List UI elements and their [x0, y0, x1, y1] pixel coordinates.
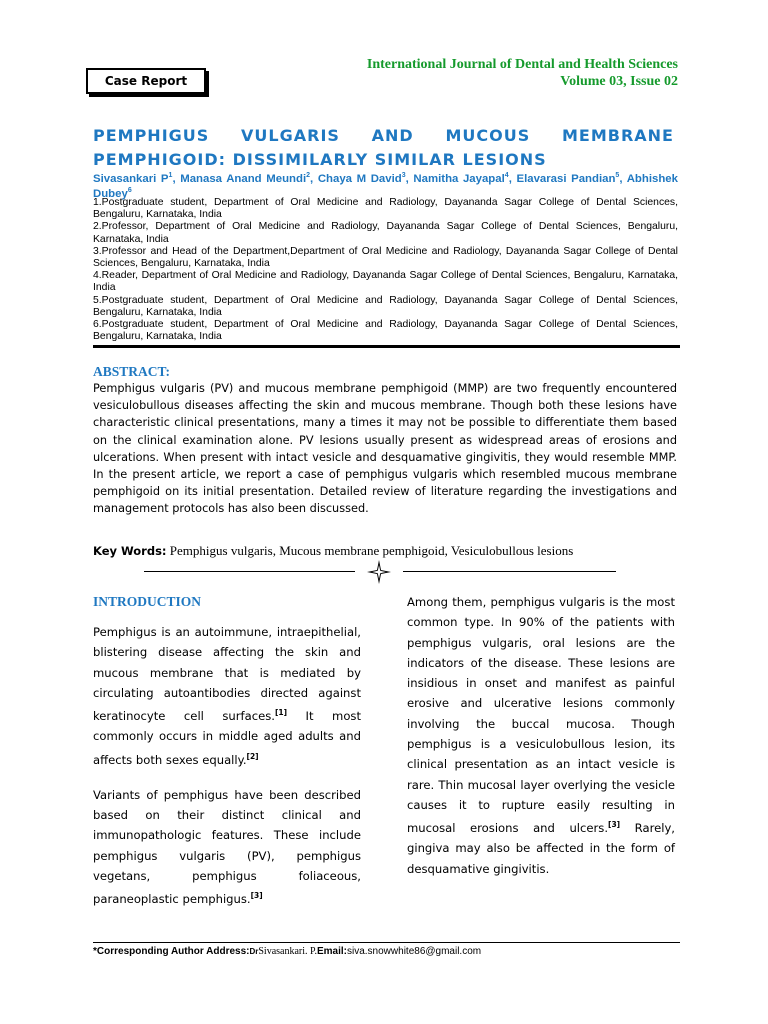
author-sup: 5	[615, 172, 620, 179]
footer-label: *Corresponding Author Address:	[93, 946, 250, 957]
title-word: AND	[371, 126, 414, 145]
citation-ref: [3]	[250, 891, 263, 901]
author-list: Sivasankari $P^1$, Manasa Anand Meundi$^2$, Chaya M David$^3$, Namitha Jayapal$^4$, Elavarasi Pandian$^5$, Abhishek Dubey$^6$	[93, 172, 678, 201]
citation-ref: [3]	[608, 820, 621, 830]
title-word: MEMBRANE	[561, 126, 674, 145]
author-sup: 4	[504, 172, 509, 179]
article-title	[93, 124, 674, 172]
paragraph-text: Among them, pemphigus vulgaris is the most common type. In 90% of the patients with pemphigus vulgaris, oral lesions are the indicators of the disease. These lesions are insidious in onset and manifest as painful erosive and ulcerative lesions commonly involving the buccal mucosa. Though pemphigus is a vesiculobullous lesion, its clinical presentation as an intact vesicle is rare. Thin mucosal layer overlying the vesicle causes it to rupture easily resulting in mucosal erosions and ulcers.	[407, 595, 675, 836]
author-name: Abhishek Dubey	[93, 172, 678, 201]
keywords-text: Pemphigus vulgaris, Mucous membrane pemphigoid, Vesiculobullous lesions	[166, 543, 574, 558]
title-line-1	[93, 124, 674, 148]
affiliation: 5.Postgraduate student, Department of Oral Medicine and Radiology, Dayananda Sagar College of Dental Sciences, Bengaluru, Karnataka, India	[93, 294, 678, 318]
author-sup: 3	[401, 172, 406, 179]
abstract-text: Pemphigus vulgaris (PV) and mucous membrane pemphigoid (MMP) are two frequently encountered vesiculobullous diseases affecting the skin and mucous membrane. Though both these lesions have characteristic clinical presentations, many a times it may not be possible to differentiate them based on the clinical examination alone. PV lesions usually present as widespread areas of erosions and ulcerations. When present with intact vesicle and desquamative gingivitis, they would resemble MMP. In the present article, we report a case of pemphigus vulgaris which resembled mucous membrane pemphigoid on its initial presentation. Detailed review of literature regarding the investigations and management protocols has also been discussed.	[93, 382, 677, 516]
author-name: Chaya M David	[317, 172, 402, 185]
abstract-heading: ABSTRACT:	[93, 364, 171, 379]
paragraph-text: Variants of pemphigus have been described based on their distinct clinical and immunopathologic features. These include pemphigus vulgaris (PV), pemphigus vegetans, pemphigus foliaceous, paraneoplastic pemphigus.	[93, 787, 361, 907]
author-sup: 2	[306, 172, 311, 179]
journal-name: International Journal of Dental and Health Sciences	[366, 57, 678, 72]
affiliation: 3.Professor and Head of the Department,Department of Oral Medicine and Radiology, Dayananda Sagar College of Dental Sciences, Bengaluru, Karnataka, India	[93, 245, 678, 270]
body-column-right	[407, 592, 675, 894]
affiliation: 1.Postgraduate student, Department of Oral Medicine and Radiology, Dayananda Sagar College of Dental Sciences, Bengaluru, Karnataka, India	[93, 197, 678, 221]
affiliation: 4.Reader, Department of Oral Medicine and Radiology, Dayananda Sagar College of Dental Sciences, Bengaluru, Karnataka, India	[93, 270, 678, 294]
affiliation: 2.Professor, Department of Oral Medicine and Radiology, Dayananda Sagar College of Dental Sciences, Bengaluru, Karnataka, India	[93, 221, 678, 245]
footer-email: siva.snowwhite86@gmail.com	[347, 946, 482, 957]
article-type-badge: Case Report	[86, 68, 206, 94]
author-name: Namitha Jayapal	[413, 172, 505, 185]
paragraph-text: Pemphigus is an autoimmune, intraepithelial, blistering disease affecting the skin and mucous membrane that is mediated by circulating autoantibodies directed against keratinocyte cell surfaces.	[93, 625, 361, 724]
citation-ref: [2]	[246, 751, 259, 761]
author-name: Manasa Anand Meundi	[180, 172, 307, 185]
author-sup: 1	[168, 172, 173, 179]
journal-header	[367, 56, 678, 90]
footer-rule	[93, 942, 680, 943]
author-name: Sivasankari P	[93, 172, 169, 185]
footer-dr: Dr	[249, 947, 259, 956]
title-line-2: PEMPHIGOID: DISSIMILARLY SIMILAR LESIONS	[93, 150, 547, 169]
author-sup: 6	[127, 187, 132, 195]
body-paragraph	[407, 592, 675, 879]
paragraph-text: It most commonly occurs in middle aged adults and affects both sexes equally.	[93, 709, 361, 767]
divider-line-right	[403, 571, 616, 572]
keywords	[93, 542, 677, 560]
body-column-left	[93, 622, 361, 924]
header-rule	[93, 345, 680, 348]
keywords-label: Key Words:	[93, 544, 167, 558]
body-paragraph	[93, 622, 361, 770]
title-word: VULGARIS	[241, 126, 340, 145]
affiliation-list	[93, 197, 678, 343]
corresponding-author	[93, 946, 481, 957]
paragraph-text: Rarely, gingiva may also be affected in the form of desquamative gingivitis.	[407, 821, 675, 876]
journal-issue: Volume 03, Issue 02	[560, 74, 678, 89]
title-word: PEMPHIGUS	[93, 126, 210, 145]
citation-ref: [1]	[274, 708, 288, 718]
four-point-star-icon	[367, 560, 391, 584]
divider-line-left	[144, 571, 355, 572]
footer-email-label: Email:	[316, 946, 347, 957]
footer-name: Sivasankari. P.	[258, 946, 317, 957]
introduction-heading: INTRODUCTION	[93, 594, 202, 609]
affiliation: 6.Postgraduate student, Department of Oral Medicine and Radiology, Dayananda Sagar College of Dental Sciences, Bengaluru, Karnataka, India	[93, 319, 678, 343]
title-word: MUCOUS	[445, 126, 531, 145]
body-paragraph	[93, 785, 361, 910]
author-name: Elavarasi Pandian	[516, 172, 616, 185]
